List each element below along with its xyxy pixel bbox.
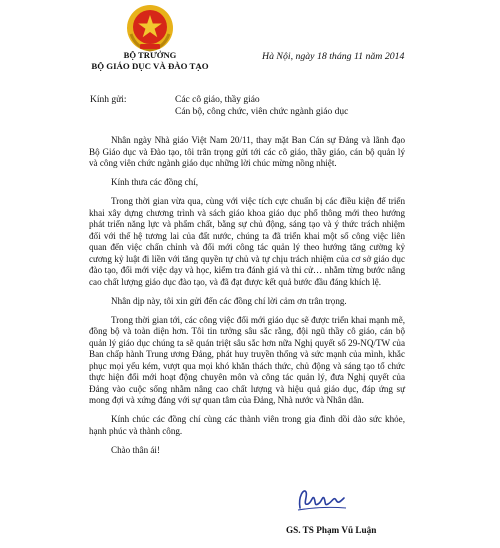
paragraph-3: Trong thời gian vừa qua, cùng với việc tích cực chuẩn bị các điều kiện để triển khai xây dựng chương trình và sách giáo khoa giáo dục phổ thông mới theo hướng phát triển năng lực và phẩm chất, bằng sự chủ động, sáng tạo và ý thức trách nhiệm đối với thế hệ tương lai của đất nước, chúng ta đã triển khai một số công việc liên quan đến việc chấn chỉnh và đổi mới công tác quản lý theo hướng tăng cường kỷ cương kỷ luật đi liền với tăng quyền tự chủ và tự chịu trách nhiệm của cơ sở giáo dục đào tạo, đổi mới việc dạy và học, kiểm tra đánh giá và thi cử… nhằm từng bước nâng cao chất lượng giáo dục đào tạo, và đã đạt được kết quả bước đầu đáng khích lệ. xyxy=(89,196,405,287)
paragraph-1: Nhân ngày Nhà giáo Việt Nam 20/11, thay mặt Ban Cán sự Đảng và lãnh đạo Bộ Giáo dục và Đào tạo, tôi trân trọng gửi tới các cô giáo, thầy giáo, cán bộ quản lý và công viên chức ngành giáo dục những lời chúc mừng nồng nhiệt. xyxy=(89,135,405,168)
dateline: Hà Nội, ngày 18 tháng 11 năm 2014 xyxy=(262,51,405,62)
national-emblem-icon xyxy=(126,4,174,52)
paragraph-5: Trong thời gian tới, các công việc đổi mới giáo dục sẽ được triển khai mạnh mẽ, đồng bộ và toàn diện hơn. Tôi tin tưởng sâu sắc rằng, đội ngũ thầy cô giáo, cán bộ quản lý giáo dục chúng ta sẽ quán triệt sâu sắc hơn nữa Nghị quyết số 29-NQ/TW của Ban chấp hành Trung ương Đảng, phát huy truyền thống và sức mạnh của mình, khắc phục mọi yếu kém, vượt qua mọi khó khăn thách thức, chủ động và sáng tạo tổ chức thực hiện đổi mới hoạt động chuyên môn và công tác quản lý, đưa Nghị quyết của Đảng vào cuộc sống nhằm nâng cao chất lượng và hiệu quả giáo dục, đáp ứng sự mong đợi và xứng đáng với sự quan tâm của Đảng, Nhà nước và Nhân dân. xyxy=(89,314,405,405)
salutation-recipient-1: Các cô giáo, thầy giáo xyxy=(175,95,260,105)
issuer-ministry: BỘ GIÁO DỤC VÀ ĐÀO TẠO xyxy=(91,61,209,71)
signature-icon xyxy=(294,484,350,514)
salutation-label: Kính gửi: xyxy=(90,95,127,105)
salutation xyxy=(90,94,348,118)
paragraph-6: Kính chúc các đồng chí cùng các thành viên trong gia đình dồi dào sức khỏe, hạnh phúc và thành công. xyxy=(89,414,405,436)
letter-body xyxy=(89,135,405,464)
paragraph-4: Nhân dịp này, tôi xin gửi đến các đồng chí lời cảm ơn trân trọng. xyxy=(111,295,347,306)
salutation-recipient-2: Cán bộ, công chức, viên chức ngành giáo dục xyxy=(175,107,349,117)
signer-name: GS. TS Phạm Vũ Luận xyxy=(286,525,377,535)
paragraph-7: Chào thân ái! xyxy=(111,444,160,455)
issuer-title: BỘ TRƯỞNG xyxy=(123,50,177,60)
paragraph-2: Kính thưa các đồng chí, xyxy=(111,177,198,187)
issuer-block xyxy=(66,50,234,72)
